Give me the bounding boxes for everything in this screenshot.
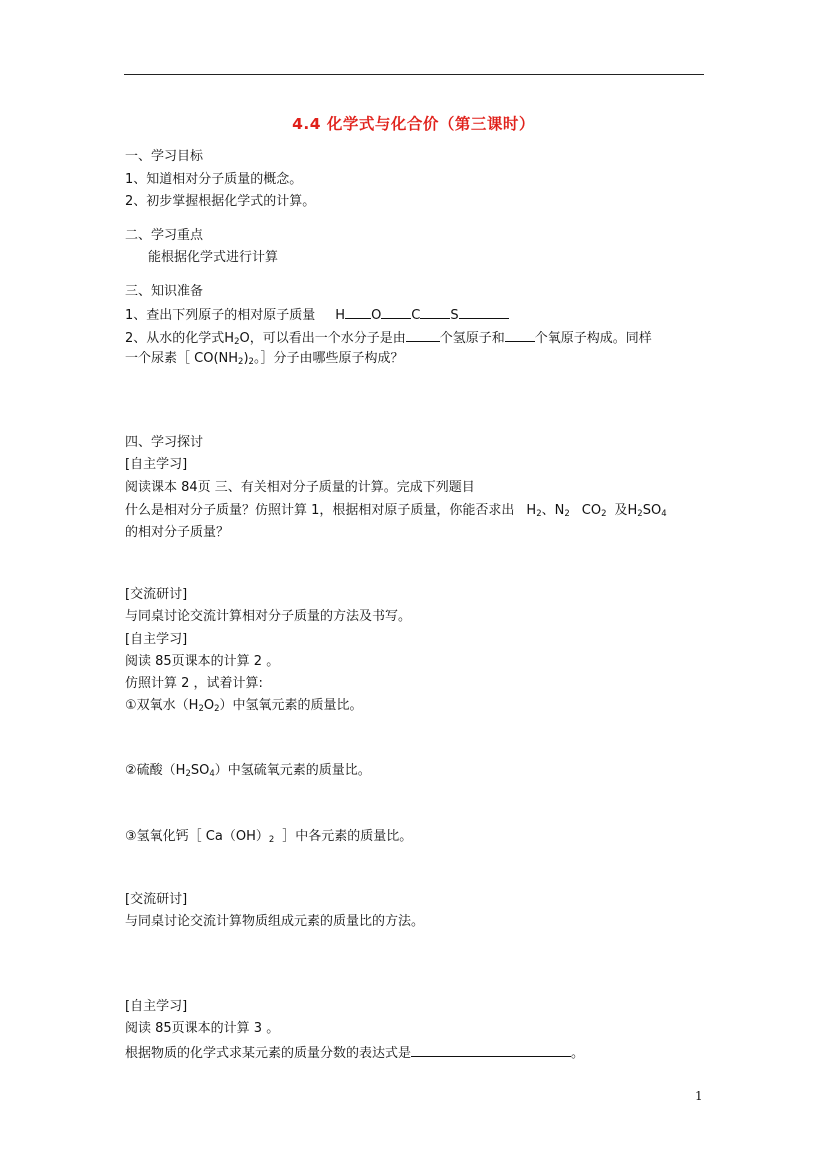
section-4-heading: 四、学习探讨 — [125, 435, 204, 450]
reading-2: 阅读 85页课本的计算 2 。 — [125, 654, 280, 669]
calc-item-2 — [125, 762, 371, 780]
c3-a: ③氢氧化钙［ Ca（OH） — [125, 829, 269, 844]
page-title: 4.4 化学式与化合价（第三课时） — [292, 115, 535, 133]
f-h2: H — [526, 503, 537, 518]
c2-c: ）中氢硫氧元素的质量比。 — [214, 763, 371, 778]
molar-mass-question — [125, 502, 667, 520]
blank-o — [381, 305, 411, 319]
discussion-1-body: 与同桌讨论交流计算相对分子质量的方法及书写。 — [125, 609, 412, 624]
c2-sub2: 4 — [209, 769, 215, 779]
f-h2so4-sub1: 2 — [637, 509, 643, 519]
prep-question-2-cont — [125, 350, 403, 368]
blank-oxygen-count — [505, 328, 535, 342]
q2-text-b: ，可以看出一个水分子是由 — [249, 331, 406, 346]
urea-sub: 2 — [238, 357, 244, 367]
section-3-heading: 三、知识准备 — [125, 284, 204, 299]
c1-c: ）中氢氧元素的质量比。 — [219, 698, 363, 713]
f-h2so4-so: SO — [642, 503, 662, 518]
section-1-heading: 一、学习目标 — [125, 149, 204, 164]
c2-a: ②硫酸（H — [125, 763, 186, 778]
blank-c — [420, 305, 450, 319]
calc-item-1 — [125, 697, 363, 715]
c1-b: O — [203, 698, 215, 713]
f-h2so4-h: H — [627, 503, 638, 518]
c2-sub1: 2 — [185, 769, 191, 779]
q1-prefix: 1、查出下列原子的相对原子质量 — [125, 308, 316, 323]
blank-expression — [411, 1043, 571, 1057]
q2-text-a: 2、从水的化学式 — [125, 331, 225, 346]
discussion-2-body: 与同桌讨论交流计算物质组成元素的质量比的方法。 — [125, 914, 425, 929]
mf-end: 。 — [571, 1046, 585, 1061]
f-n2: 、N — [541, 503, 565, 518]
discussion-label-2: [交流研讨] — [125, 892, 188, 907]
c1-sub2: 2 — [214, 704, 220, 714]
c2-b: SO — [190, 763, 210, 778]
q2-text-d: 个氧原子构成。同样 — [534, 331, 652, 346]
self-study-label-2: [自主学习] — [125, 632, 188, 647]
header-rule — [124, 74, 704, 75]
goal-item-2: 2、初步掌握根据化学式的计算。 — [125, 194, 316, 209]
prep-question-2 — [125, 328, 652, 348]
reading-3: 阅读 85页课本的计算 3 。 — [125, 1021, 280, 1036]
and-text: 及 — [614, 503, 628, 518]
imitate-calc: 仿照计算 2 ，试着计算: — [125, 676, 263, 691]
water-formula — [224, 331, 249, 346]
self-study-label-3: [自主学习] — [125, 999, 188, 1014]
water-sub: 2 — [234, 337, 240, 347]
atom-o: O — [371, 308, 382, 323]
mf-text: 根据物质的化学式求某元素的质量分数的表达式是 — [125, 1046, 412, 1061]
urea-sub2: 2 — [248, 357, 254, 367]
section-2-heading: 二、学习重点 — [125, 228, 204, 243]
mass-fraction-question — [125, 1043, 584, 1063]
prep-question-1 — [125, 305, 509, 325]
molar-mass-question-end: 的相对分子质量？ — [125, 525, 230, 540]
self-study-label-1: [自主学习] — [125, 457, 188, 472]
c1-sub1: 2 — [198, 704, 204, 714]
urea-a: 一个尿素［ CO(NH — [125, 351, 239, 366]
goal-item-1: 1、知道相对分子质量的概念。 — [125, 172, 303, 187]
f-co2-sub: 2 — [601, 509, 607, 519]
f-h2-sub: 2 — [536, 509, 542, 519]
f-h2so4-sub2: 4 — [661, 509, 667, 519]
page-number: 1 — [695, 1089, 703, 1103]
f-n2-sub: 2 — [564, 509, 570, 519]
urea-b: ) — [243, 351, 249, 366]
calc-item-3 — [125, 828, 412, 846]
reading-1: 阅读课本 84页 三、有关相对分子质量的计算。完成下列题目 — [125, 480, 475, 495]
water-o: O — [239, 331, 250, 346]
c1-a: ①双氧水（H — [125, 698, 199, 713]
blank-h — [345, 305, 371, 319]
focus-text: 能根据化学式进行计算 — [148, 250, 279, 265]
atom-s: S — [450, 308, 459, 323]
discussion-label-1: [交流研讨] — [125, 587, 188, 602]
c3-sub: 2 — [268, 835, 275, 845]
atom-h: H — [335, 308, 346, 323]
urea-c: 。］分子由哪些原子构成？ — [253, 351, 404, 366]
atom-c: C — [411, 308, 421, 323]
blank-s — [459, 305, 509, 319]
mm-q-text: 什么是相对分子质量？仿照计算 1，根据相对原子质量，你能否求出 — [125, 503, 515, 518]
water-h: H — [224, 331, 235, 346]
c3-b: ］中各元素的质量比。 — [282, 829, 413, 844]
f-co2: CO — [581, 503, 602, 518]
blank-hydrogen-count — [406, 328, 440, 342]
q2-text-c: 个氢原子和 — [439, 331, 505, 346]
